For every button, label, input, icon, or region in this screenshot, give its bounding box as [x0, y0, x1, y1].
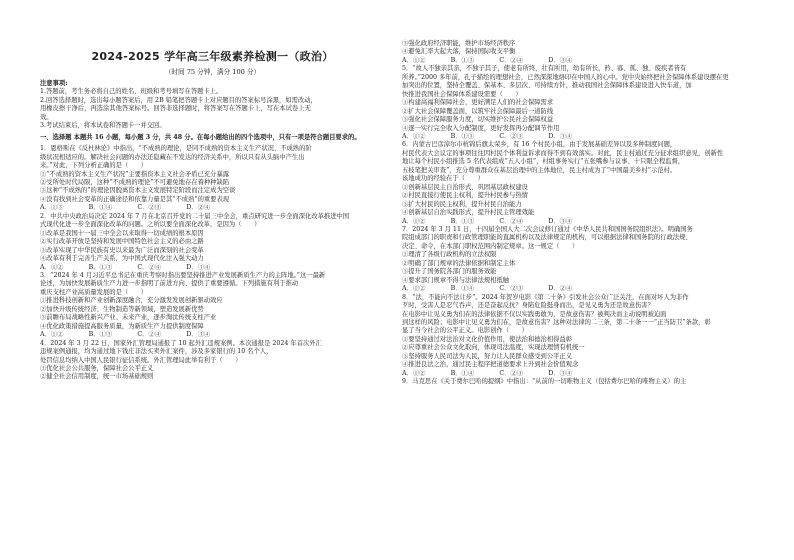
text-line: ①要坚持通过对法治对文化价值作用，使法治和德治相得益彰: [402, 335, 573, 343]
notice-item: 1.答题前，考生务必将自己的姓名、班级和考号填写在答题卡上。: [40, 88, 223, 96]
text-line: 在电影中让见义勇为们在的法律依据不仅以实践勇敢为，是故意伤害？被判决而主动说明被迫面: [402, 310, 667, 318]
text-line: ①创新基层民主自治形式，巩固基层政权建设: [402, 183, 528, 191]
text-line: ①改革是我国十一届三中全会以来取得一切成绩的根本原因: [40, 229, 204, 237]
text-line: 所养。”2000 多年前，孔子描绘的理想社会，已然深深地烙印在中国人的心中。党中央始终把社会保障体系建设摆在更: [402, 73, 729, 81]
text-line: 4．2024 年 3 月 22 日，国家外汇管理局通报了 10 起外汇违规案例。本次通报是 2024 年首次外汇: [40, 339, 322, 347]
text-line: 该地成功的经验在于（ ）: [402, 175, 484, 183]
text-line: ③前瞻布局战略性新兴产业、未来产业，逐步淘汰传统支柱产业: [40, 314, 217, 322]
text-line: ①理清了各级行政机构的立法权限: [402, 251, 497, 259]
text-line: ④优化政策措施提高服务质量，为新质生产力提供制度保障: [40, 322, 204, 330]
notice-item: 2.回答选择题时，选出每小题答案后，用 2B 铅笔把答题卡上对应题目的答案标号涂黑，如需改动，: [40, 96, 317, 104]
text-line: ②扩大社会保障覆盖面，以筑牢社会保障最后一道防线: [402, 107, 554, 115]
notice-item: 效。: [40, 113, 53, 121]
text-line: ③这种“不成熟的”的理论因脱离资本主义发展特定阶段而注定成为空谈: [40, 187, 236, 195]
text-line: 快推进我国社会保障体系建设需要（ ）: [402, 90, 522, 98]
text-line: A．①② B．①③ C．②④ D．③④: [40, 263, 211, 271]
text-line: ④推进良法之治，通过民主程序把道德要求上升到社会价值观念: [402, 361, 579, 369]
left-question-lines: [40, 145, 385, 382]
text-line: ②应尊重社会公众文化取向，体现司法温度，实现法理情有机统一: [402, 344, 585, 352]
text-line: A．①② B．①④ C．②③ D．③④: [402, 369, 573, 377]
text-line: 到这样的风险；电影中让见义勇为们在，是故意伤害？这种对法律的二三条，第二十条一一“正当防卫”条款，彰: [402, 318, 711, 326]
text-line: ④创新基层自治实践形式，提升村民主管理效能: [402, 209, 535, 217]
text-line: 歹时，受害人是忍气吞声，还是奋起反抗？身陷危险挺身而出，是见义勇为还是故意伤害？: [402, 302, 654, 310]
text-line: 五枝笔把关审查”，充分尊重群众在基层治理中的主体地位，民主村成为了“中国最美乡村”示范村。: [402, 166, 677, 174]
text-line: ①推进科技创新和产业创新深度融合，充分激发发展创新驱动效应: [40, 297, 223, 305]
page-title: 2024-2025 学年高三年级素养检测一（政治）: [91, 50, 334, 63]
text-line: ①优化社会公共服务，保障社会公平正义: [40, 364, 154, 372]
text-line: 论述，为加快发展新质生产力进一步指明了前进方向、提供了重要遵循。下列措施有利于推动: [40, 280, 299, 288]
text-line: 违规案例通报，均为通过地下钱庄非法买卖外汇案件，涉及多家银行的 10 名个人，: [40, 348, 273, 356]
text-line: 重庆支柱产业高质量发展的是（ ）: [40, 288, 148, 296]
text-line: ④逐一实行完全收入分配制度，更好发挥再分配调节作用: [402, 124, 560, 132]
text-line: ③坚持服务人民司法为人民，努力让人民群众感受到公平正义: [402, 352, 573, 360]
text-line: 级状况相适应的。解决社会问题的办法还隐藏在不发达的经济关系中，所以只有从头脑中产生出: [40, 153, 305, 161]
text-line: A．①② B．①③ C．②③ D．③④: [402, 132, 573, 140]
text-line: ①“不成熟的资本主义生产状况”主要指资本主义社会矛盾已充分暴露: [40, 170, 230, 178]
text-line: 决定、命令，在本部门职权范围内制定规章。这一规定（ ）: [402, 242, 579, 250]
right-question-lines: [402, 40, 754, 387]
text-line: ③强化社会保障服务力度，切实维护公民社会保障权益: [402, 116, 554, 124]
text-line: A．①② B．①④ C．②③ D．②④: [402, 285, 573, 293]
text-line: ②受所处时代局限，这种“不成熟的理论”不可避免地存在着种种缺陷: [40, 178, 230, 186]
text-line: ④没有找到社会变革的正确途径和依靠力量是其“不成熟”的重要表现: [40, 195, 230, 203]
text-line: 7．2024 年 3 月 11 日，十四届全国人大二次会议修订通过《中华人民共和国国务院组织法》。明确国务: [402, 225, 693, 233]
text-line: 式现代化进一步全面深化改革的问题。之所以要全面深化改革，是因为（ ）: [40, 221, 261, 229]
text-line: ②实行改革开放是坚持和发展中国特色社会主义的必由之路: [40, 238, 204, 246]
text-line: 村民代表大会议定的事项往往因村民个体利益诉求而得不到有效落实。对此，民主村通过充分征求组织意见，创新性: [402, 149, 724, 157]
text-line: ④要求部门规章不得与法律法规相抵触: [402, 276, 510, 284]
text-line: 2．中共中央政治局决定 2024 年 7 月在北京召开党的二十届三中全会，重点研究进一步全面深化改革推进中国: [40, 212, 350, 220]
left-column: [40, 80, 385, 382]
text-line: ④改革有利于完善生产关系，为中国式现代化注入强大动力: [40, 255, 204, 263]
text-line: 8．“法，不能向不法让步”。2024 年贺岁电影《第二十条》引发社会公众广泛关注，在面对坏人为非作: [402, 293, 689, 301]
text-line: A．①② B．①③ C．②④ D．③④: [402, 56, 573, 64]
text-line: 9．马克思在《关于费尔巴哈的提纲》中指出：“从前的一切唯物主义（包括费尔巴哈的唯物主义）的主: [402, 378, 687, 386]
text-line: 6．内蒙古巴彦淖尔市杭锦后旗太荣乡，有 16 个村民小组，由于发展基础差异以及多种制度问题，: [402, 141, 677, 149]
text-line: ③提升了国务院各部门的服务效能: [402, 268, 497, 276]
text-line: ③改革实现了中华民族有史以来最为广泛而深刻的社会变革: [40, 246, 204, 254]
text-line: 1．恩格斯在《反杜林论》中指出，“不成熟的理论，是同不成熟的资本主义生产状况、不成熟的阶: [40, 145, 312, 153]
text-line: 加突出的位置，坚持全覆盖、保基本、多层次、可持续方针，推动我国社会保障体系建设进入快车道，加: [402, 82, 692, 90]
text-line: 处罚信息均纳入中国人民银行征信系统。外汇管理局此举有利于（ ）: [40, 356, 242, 364]
text-line: ④避免汇率大起大落，保持国际收支平衡: [402, 48, 516, 56]
text-line: ③强化政府经济职能，维护市场经济秩序: [402, 40, 516, 47]
text-line: A．①② B．①③ C．②④ D．③④: [402, 217, 573, 225]
text-line: A．①② B．①③ C．②④ D．③④: [40, 331, 211, 339]
page-subtitle: （时间 75 分钟，满分 100 分）: [164, 68, 261, 76]
text-line: 5．“故人不独亲其亲，不独子其子，使老有所终，壮有所用，幼有所长，矜、寡、孤、独、废疾者皆有: [402, 65, 687, 73]
right-column: [402, 40, 754, 387]
text-line: ②明确了部门规章的法律依据和制定主体: [402, 259, 516, 267]
text-line: ③扩大村民的民主权利，提升村民自治能力: [402, 200, 522, 208]
text-line: 院组成部门的职责和行政管理职能的直属机构以及法律规定的机构，可以根据法律和国务院的行政法规、: [402, 234, 692, 242]
text-line: ①构建高福利保障社会，更好满足人们的社会保障需求: [402, 99, 554, 107]
text-line: 3．“2024 年 4 月习近平总书记在重庆考察时指出要坚持推进产业发展新质生产力的主阵地。”这一最新: [40, 271, 326, 279]
text-line: 来。”对此，下列分析正确的是（ ）: [40, 162, 148, 170]
text-line: ②村民直接行使民主权利，提升村民参与热情: [402, 192, 528, 200]
section-heading: 一、选择题 本题共 16 小题，每小题 3 分，共 48 分。在每小题给出的四个选项中，只有一项是符合题目要求的。: [40, 133, 361, 141]
text-line: ②加快升级传统经济、生物制造等新领域，塑造发展新优势: [40, 305, 204, 313]
notice-heading: 注意事项:: [40, 80, 68, 87]
text-line: ②健全社会信用制度，统一市场基础规则: [40, 373, 154, 381]
notice-item: 3.考试结束后，将本试卷和答题卡一并交回。: [40, 122, 166, 130]
text-line: 地让每个村民小组推选 5 名代表组成“五人小组”，村组事务实行“五张嘴参与议事、十只眼全程监督，: [402, 158, 685, 166]
text-line: 显了当今社会的公平正义。电影创作（ ）: [402, 327, 528, 335]
text-line: A．①③ B．①④ C．②③ D．②④: [40, 204, 211, 212]
notice-item: 用橡皮擦干净后，再选涂其他答案标号。回答非选择题时，将答案写在答题卡上，写在本试卷上无: [40, 105, 311, 113]
